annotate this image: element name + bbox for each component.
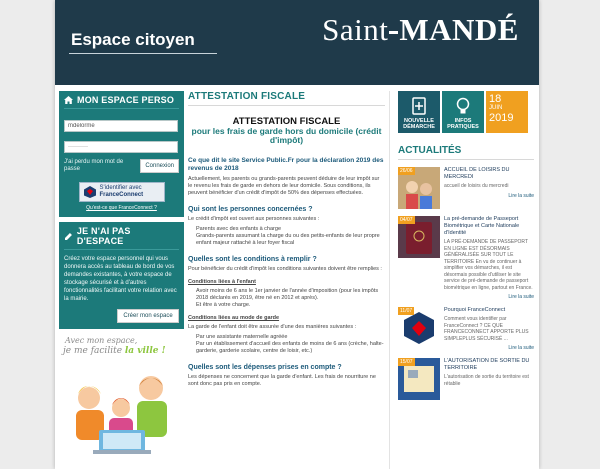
article-h2: Quelles sont les conditions à remplir ?: [188, 256, 317, 263]
read-more-link[interactable]: Lire la suite: [508, 294, 534, 300]
news-item[interactable]: [398, 216, 534, 300]
article-h1-text: Le crédit d'impôt est ouvert aux personnes suivantes :: [188, 216, 320, 222]
lightbulb-icon: [456, 97, 470, 115]
tile-infos-pratiques[interactable]: [442, 91, 484, 133]
article-h1: Qui sont les personnes concernées ?: [188, 206, 313, 213]
news-date: 26/06: [400, 168, 413, 174]
fc-line1: S'identifier avec: [99, 185, 142, 191]
news-thumbnail: [398, 307, 440, 349]
news-date: 11/07: [400, 308, 413, 314]
saint-mande-logo[interactable]: [322, 10, 519, 50]
read-more-link[interactable]: Lire la suite: [508, 345, 534, 351]
article-intro-heading: Ce que dit le site Service Public.Fr pour la déclaration 2019 des revenus de 2018: [188, 157, 384, 172]
no-account-title: [64, 226, 179, 250]
news-body: [444, 358, 534, 400]
article-content: [188, 91, 390, 469]
list-item: • Grands-parents assumant la charge du ou des petits-enfants de leur propre enfant majeur rattaché à leur foyer fiscal: [196, 233, 385, 247]
article-intro-text: Actuellement, les parents ou grands-parents peuvent déduire de leur impôt sur le revenu les frais de garde en dehors de leur domicile. Sous conditions, ils peuvent bénéficier d'un crédit d'impôt de 50% des dépenses effectuées.: [188, 176, 380, 196]
news-body: [444, 167, 534, 209]
news-date: 04/07: [400, 217, 413, 223]
article-h3: Quelles sont les dépenses prises en compte ?: [188, 364, 342, 371]
illustration-line1: Avec mon espace,: [65, 336, 138, 345]
site-frame: [55, 0, 539, 469]
logo-second: MANDÉ: [399, 12, 519, 47]
fc-button-text: [100, 185, 144, 199]
forgot-password-link[interactable]: J'ai perdu mon mot de passe: [64, 159, 124, 172]
news-text: Comment vous identifier par FranceConnect ? CE QUE FRANCECONNECT APPORTE PLUS SIMPLEPLUS SÉCURISÉ ...: [444, 316, 529, 342]
news-thumbnail: [398, 358, 440, 400]
article-h3-text: Les dépenses ne concernent que la garde d'enfant. Les frais de nourriture ne sont donc pas pris en compte.: [188, 374, 376, 387]
news-thumbnail: [398, 216, 440, 258]
login-row: [64, 159, 179, 173]
illustration-line2: [63, 346, 166, 356]
document-plus-icon: [411, 97, 427, 115]
news-title[interactable]: ACCUEIL DE LOISIRS DU MERCREDI: [444, 167, 510, 180]
list-item: • Parents avec des enfants à charge: [196, 226, 385, 233]
edit-icon: [64, 232, 73, 241]
article-u1-list: [188, 288, 385, 309]
tile3-month: JUIN: [489, 105, 503, 111]
article-subtitle: pour les frais de garde hors du domicile (crédit d'impôt): [191, 126, 382, 145]
news-text: LA PRÉ-DEMANDE DE PASSEPORT EN LIGNE EST DÉSORMAIS GÉNÉRALISÉE SUR TOUT LE TERRITOIRE En vu de continuer à simplifier vos démarches, il est désormais possible d'utiliser le site service de pré-demande de passeport biométrique en ligne, partout en France.: [444, 239, 533, 291]
article-title: ATTESTATION FISCALE: [232, 116, 341, 127]
espace-citoyen-title: Espace citoyen: [71, 30, 195, 49]
list-item: • Par un établissement d'accueil des enfants de moins de 6 ans (crèche, halte-garderie, garderie scolaire, centre de loisir, etc.): [196, 341, 385, 355]
site-header: [55, 0, 539, 85]
illustration-line2a: je me facilite: [63, 346, 123, 356]
news-item[interactable]: [398, 167, 534, 209]
list-item: • Avoir moins de 6 ans le 1er janvier de l'année d'imposition (pour les impôts 2018 déclarés en 2019, être né en 2012 et après).: [196, 288, 385, 302]
news-text: accueil de loisirs du mercredi: [444, 183, 509, 189]
article-h2-text: Pour bénéficier du crédit d'impôt les conditions suivantes doivent être remplies :: [188, 266, 382, 272]
perso-title-text: MON ESPACE PERSO: [77, 95, 175, 105]
news-item[interactable]: [398, 358, 534, 400]
tile2-label: INFOS PRATIQUES: [447, 118, 479, 130]
news-title[interactable]: L'AUTORISATION DE SORTIE DU TERRITOIRE: [444, 358, 530, 371]
news-body: [444, 216, 534, 300]
article-u1: Conditions liées à l'enfant: [188, 279, 256, 285]
no-account-title-text: JE N'AI PAS D'ESPACE: [76, 226, 131, 246]
list-item: • Et être à votre charge.: [196, 302, 385, 309]
article-u2-text: La garde de l'enfant doit être assurée d'une des manières suivantes :: [188, 324, 357, 330]
no-account-text: Créez votre espace personnel qui vous donnera accès au tableau de bord de vos demandes existantes, à votre espace de stockage sécurisé et à d'autres fonctionnalités facilitant votre relation avec la mairie.: [64, 256, 177, 302]
news-title[interactable]: Pourquoi FranceConnect: [444, 307, 506, 313]
article-u2-list: [188, 334, 385, 355]
mon-espace-perso-box: [59, 91, 184, 217]
logo-first: Saint: [322, 12, 389, 47]
franceconnect-icon: [83, 185, 97, 199]
tile-nouvelle-demarche[interactable]: [398, 91, 440, 133]
article-heading: ATTESTATION FISCALE: [188, 91, 385, 106]
news-title[interactable]: La pré-demande de Passeport Biométrique et Carte Nationale d'Identité: [444, 216, 520, 236]
username-input[interactable]: [64, 120, 178, 132]
news-item[interactable]: [398, 307, 534, 351]
quick-tiles: [398, 91, 534, 133]
tile1-label: NOUVELLE DÉMARCHE: [403, 118, 435, 130]
home-icon: [64, 96, 73, 104]
news-body: [444, 307, 534, 351]
fc-line2: FranceConnect: [99, 192, 144, 198]
login-button[interactable]: Connexion: [140, 159, 179, 173]
news-date: 15/07: [400, 359, 413, 365]
right-column: [398, 91, 534, 400]
title-underline: [69, 53, 217, 54]
article-u2: Conditions liées au mode de garde: [188, 315, 280, 321]
tile-agenda-date[interactable]: [486, 91, 528, 133]
tile3-year: 2019: [489, 112, 514, 124]
promo-illustration: [59, 334, 184, 454]
perso-box-title: [64, 95, 179, 109]
password-input[interactable]: [64, 141, 178, 153]
news-text: L'autorisation de sortie du territoire est rétablie: [444, 374, 529, 387]
logo-dash: [389, 31, 398, 34]
illustration-line2b: la ville !: [124, 346, 166, 356]
news-thumbnail: [398, 167, 440, 209]
no-account-box: [59, 222, 184, 329]
tile3-day: 18: [489, 93, 502, 105]
family-computer-illustration: [59, 360, 184, 455]
franceconnect-button[interactable]: [79, 182, 165, 202]
create-account-button[interactable]: Créer mon espace: [117, 309, 179, 323]
actualites-heading: ACTUALITÉS: [398, 145, 534, 160]
what-is-franceconnect-link[interactable]: Qu'est-ce que FranceConnect ?: [86, 205, 157, 211]
read-more-link[interactable]: Lire la suite: [508, 192, 534, 199]
left-column: [59, 91, 184, 454]
article-h1-list: [188, 226, 385, 247]
list-item: • Par une assistante maternelle agréée: [196, 334, 385, 341]
